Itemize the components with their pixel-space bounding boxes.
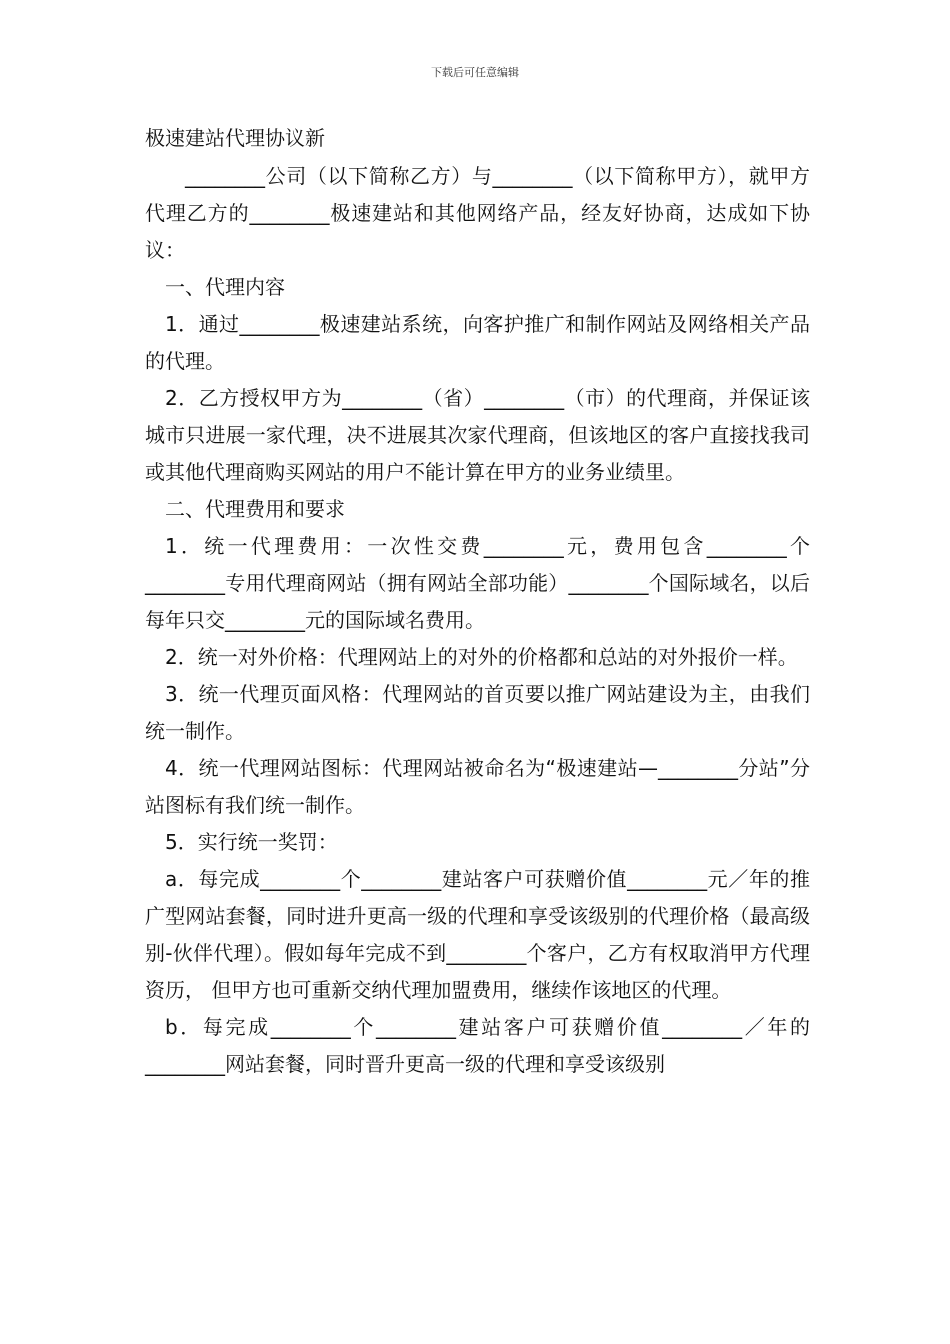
document-body: [145, 118, 810, 1083]
section-heading-fees: 二、代理费用和要求: [165, 497, 345, 521]
clause-2-5-b: b．每完成________个________建站客户可获赠价值________／年的________网站套餐，同时晋升更高一级的代理和享受该级别: [145, 1015, 810, 1076]
clause-2-4: 4．统一代理网站图标：代理网站被命名为“极速建站—________分站”分站图标有我们统一制作。: [145, 756, 810, 817]
section-heading-agency-content: 一、代理内容: [165, 275, 285, 299]
clause-2-1: 1．统一代理费用：一次性交费________元，费用包含________个________专用代理商网站（拥有网站全部功能）________个国际域名，以后每年只交________元的国际域名费用。: [145, 534, 810, 632]
clause-1-1: 1．通过________极速建站系统，向客护推广和制作网站及网络相关产品的代理。: [145, 312, 810, 373]
clause-1-2: 2．乙方授权甲方为________（省）________（市）的代理商，并保证该城市只进展一家代理，决不进展其次家代理商，但该地区的客户直接找我司或其他代理商购买网站的用户不能计算在甲方的业务业绩里。: [145, 386, 810, 484]
clause-2-2: 2．统一对外价格：代理网站上的对外的价格都和总站的对外报价一样。: [165, 645, 798, 669]
clause-2-5: 5．实行统一奖罚：: [165, 830, 338, 854]
clause-2-3: 3．统一代理页面风格：代理网站的首页要以推广网站建设为主，由我们统一制作。: [145, 682, 810, 743]
clause-2-5-a: a．每完成________个________建站客户可获赠价值________元／年的推广型网站套餐，同时进升更高一级的代理和享受该级别的代理价格（最高级别-伙伴代理）。假如每年完成不到________个客户，乙方有权取消甲方代理资历， 但甲方也可重新交纳代理加盟费用，继续作该地区的代理。: [145, 867, 810, 1002]
page-header: 下载后可任意编辑: [431, 66, 519, 79]
intro-paragraph: ________公司（以下简称乙方）与________（以下简称甲方），就甲方代理乙方的________极速建站和其他网络产品，经友好协商，达成如下协议：: [145, 164, 810, 262]
document-title: 极速建站代理协议新: [145, 126, 325, 150]
